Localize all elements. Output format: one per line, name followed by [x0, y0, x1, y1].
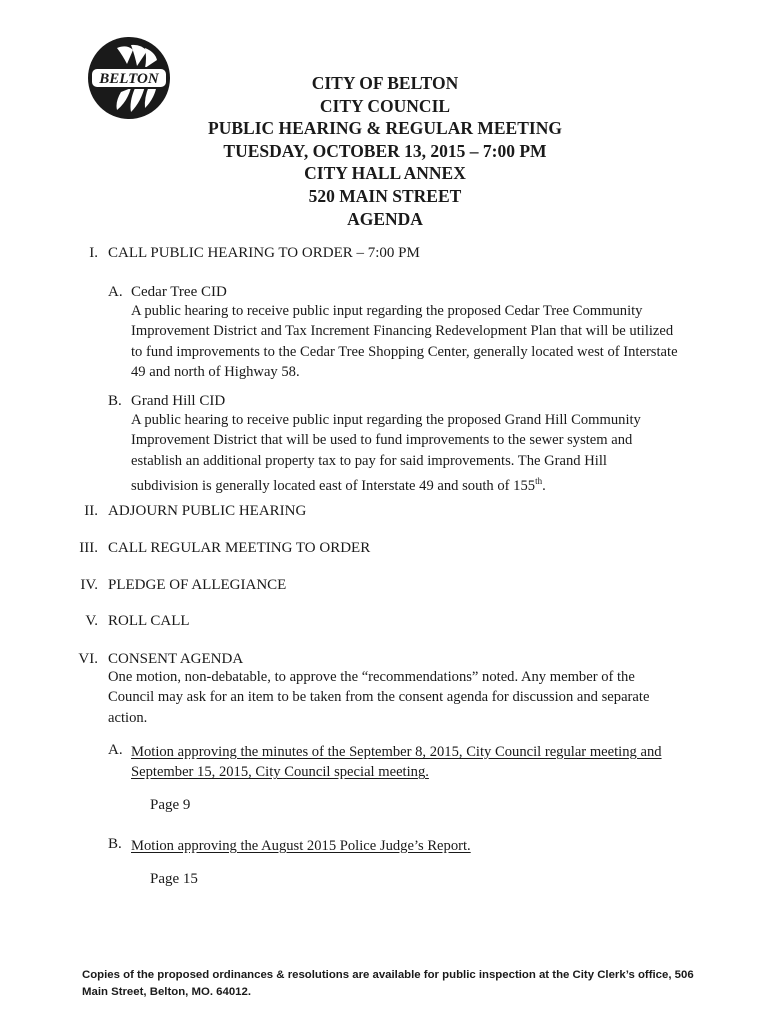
- header-council: CITY COUNCIL: [319, 95, 451, 116]
- belton-logo: [87, 36, 171, 120]
- item-title: CONSENT AGENDA: [108, 651, 244, 667]
- item-title: CALL REGULAR MEETING TO ORDER: [108, 540, 371, 556]
- subitem-letter: A.: [108, 742, 123, 758]
- item-title: CALL PUBLIC HEARING TO ORDER – 7:00 PM: [108, 245, 420, 261]
- subitem-title: Grand Hill CID: [131, 393, 226, 409]
- item-number: I.: [89, 245, 98, 261]
- item-number: IV.: [80, 577, 98, 593]
- header-meeting-type: PUBLIC HEARING & REGULAR MEETING: [208, 118, 562, 139]
- footer-note: Copies of the proposed ordinances & resolutions are available for public inspection at the City Clerk’s office, 506 Main Street, Belton, MO. 64012.: [82, 969, 694, 998]
- header-city: CITY OF BELTON: [311, 73, 459, 93]
- header-address: 520 MAIN STREET: [308, 185, 462, 206]
- subitem-description: A public hearing to receive public input regarding the proposed Cedar Tree Community Improvement District and Tax Increment Financing Redevelopment Plan that will be utilized to fund improvements to the Cedar Tree Shopping Center, generally located west of Interstate 49 and north of Highway 58.: [131, 303, 678, 380]
- header-location: CITY HALL ANNEX: [304, 163, 466, 184]
- item-number: II.: [84, 503, 98, 519]
- agenda-header: [185, 72, 585, 230]
- item-title: PLEDGE OF ALLEGIANCE: [108, 577, 287, 593]
- subitem-title: Cedar Tree CID: [131, 284, 227, 300]
- consent-description: One motion, non-debatable, to approve the “recommendations” noted. Any member of the Council may ask for an item to be taken from the consent agenda for discussion and separate action.: [108, 669, 650, 726]
- item-title: ROLL CALL: [108, 613, 190, 629]
- subitem-letter: B.: [108, 836, 122, 852]
- subitem-letter: A.: [108, 284, 123, 300]
- header-agenda: AGENDA: [347, 208, 423, 229]
- page-reference: Page 15: [150, 871, 198, 887]
- logo-text: BELTON: [99, 71, 159, 87]
- item-number: V.: [85, 613, 98, 629]
- page-reference: Page 9: [150, 797, 191, 813]
- header-date: TUESDAY, OCTOBER 13, 2015 – 7:00 PM: [223, 140, 547, 161]
- consent-item-link[interactable]: Motion approving the minutes of the September 8, 2015, City Council regular meeting and September 15, 2015, City Council special meeting.: [131, 744, 662, 781]
- subitem-description: A public hearing to receive public input regarding the proposed Grand Hill Community Improvement District that will be used to fund improvements to the sewer system and establish an additional property tax to pay for said improvements. The Grand Hill subdivision is generally located east of Interstate 49 and south of 155th.: [131, 412, 641, 494]
- item-number: VI.: [78, 651, 98, 667]
- consent-item-link[interactable]: Motion approving the August 2015 Police Judge’s Report.: [131, 838, 471, 854]
- item-number: III.: [79, 540, 98, 556]
- subitem-letter: B.: [108, 393, 122, 409]
- item-title: ADJOURN PUBLIC HEARING: [108, 503, 307, 519]
